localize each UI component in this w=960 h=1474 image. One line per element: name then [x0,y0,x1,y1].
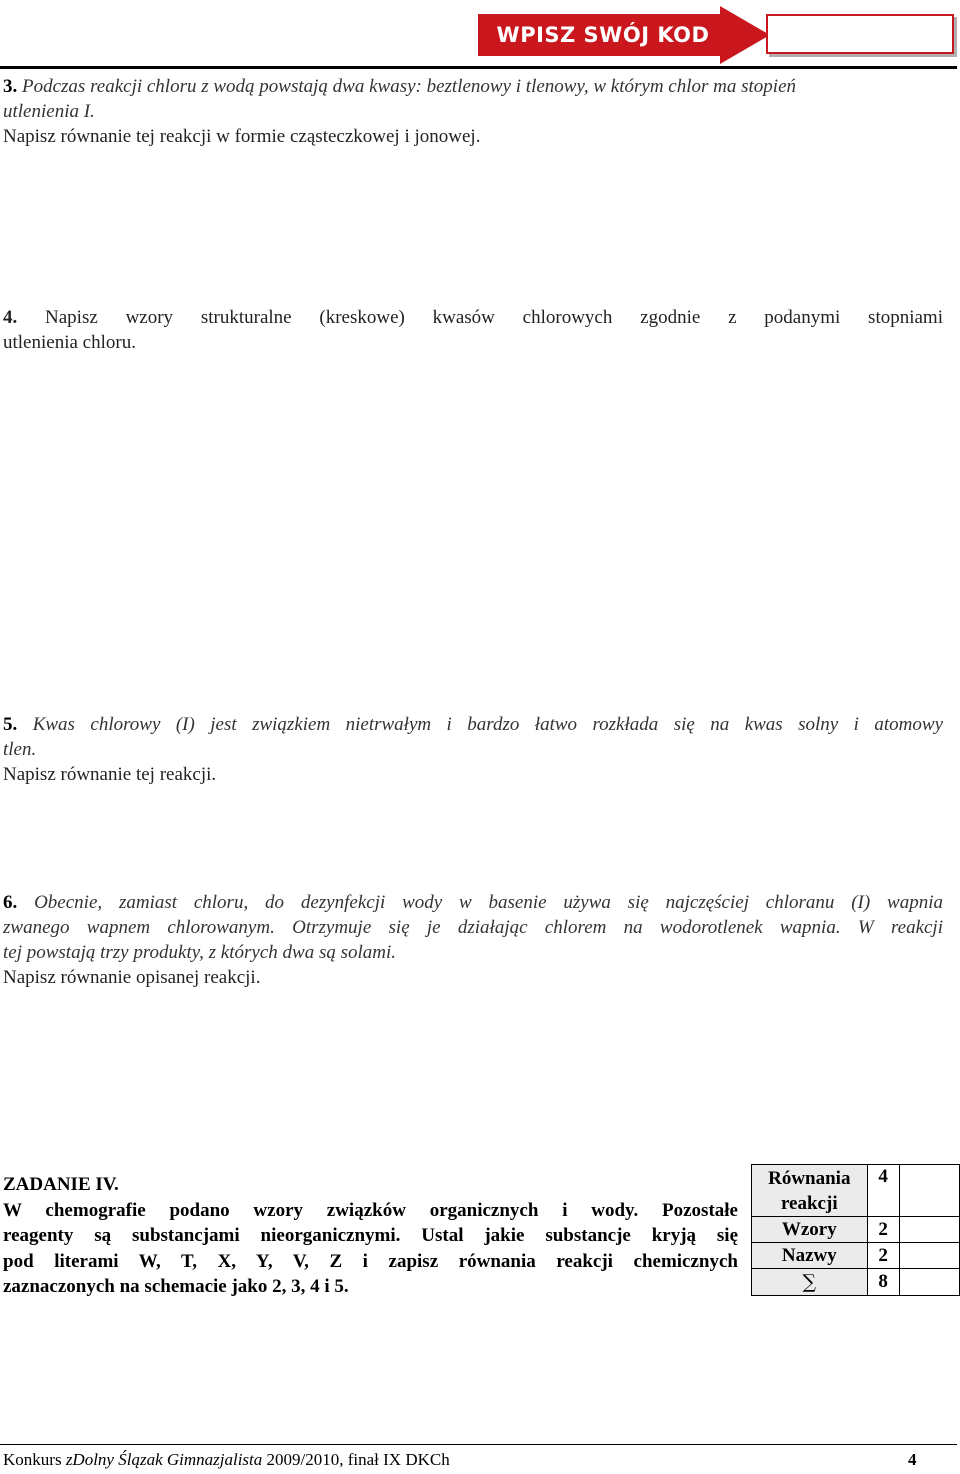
task-iv [3,1172,738,1300]
footer-contest-name: zDolny Ślązak Gimnazjalista [65,1450,263,1469]
score-points: 8 [867,1269,899,1296]
task-title: ZADANIE IV. [3,1174,119,1195]
question-text-cont: utlenienia chloru. [3,332,136,353]
question-text-cont: tej powstają trzy produkty, z których dwa są solami. [3,942,397,963]
question-task: Napisz równanie tej reakcji w formie cząsteczkowej i jonowej. [3,126,481,147]
task-line: zaznaczonych na schemacie jako 2, 3, 4 i 5. [3,1276,349,1297]
question-text: Napisz wzory strukturalne (kreskowe) kwasów chlorowych zgodnie z podanymi stopniami [45,307,943,328]
task-line: pod literami W, T, X, Y, V, Z i zapisz równania reakcji chemicznych [3,1250,738,1272]
question-6 [3,890,943,990]
score-row [752,1269,960,1296]
code-input-box[interactable] [766,14,954,54]
score-row [752,1243,960,1269]
question-text-cont: zwanego wapnem chlorowanym. Otrzymuje się je działając chlorem na wodorotlenek wapnia. W reakcji [3,917,943,938]
question-number: 3. [3,76,18,97]
score-points: 2 [867,1217,899,1243]
question-task: Napisz równanie opisanej reakcji. [3,967,261,988]
header-divider [0,66,957,69]
question-4 [3,305,943,355]
question-text: Obecnie, zamiast chloru, do dezynfekcji wody w basenie używa się najczęściej chloranu (I) wapnia [34,892,943,913]
score-points: 2 [867,1243,899,1269]
score-label: Równania reakcji [752,1165,868,1217]
task-line: W chemografie podano wzory związków organicznych i wody. Pozostałe [3,1199,738,1221]
score-earned[interactable] [899,1243,959,1269]
task-line: reagenty są substancjami nieorganicznymi. Ustal jakie substancje kryją się [3,1225,738,1246]
question-text-cont: tlen. [3,739,37,760]
question-3 [3,74,943,149]
sum-icon: ∑ [752,1269,868,1296]
score-row [752,1217,960,1243]
question-number: 5. [3,714,18,735]
footer-prefix: Konkurs [3,1450,66,1469]
question-text: Kwas chlorowy (I) jest związkiem nietrwałym i bardzo łatwo rozkłada się na kwas solny i atomowy [32,714,944,735]
score-points: 4 [867,1165,899,1217]
footer-text [3,1450,703,1470]
footer-divider [0,1444,957,1445]
question-5 [3,712,943,787]
score-table [751,1164,960,1296]
score-label: Nazwy [752,1243,868,1269]
code-label: WPISZ SWÓJ KOD [496,23,710,47]
score-earned[interactable] [899,1165,959,1217]
question-number: 6. [3,892,18,913]
score-earned[interactable] [899,1269,959,1296]
page-number: 4 [908,1450,917,1469]
question-task: Napisz równanie tej reakcji. [3,764,217,785]
question-text: Podczas reakcji chloru z wodą powstają dwa kwasy: beztlenowy i tlenowy, w którym chlor ma stopień [22,76,796,97]
question-number: 4. [3,307,18,328]
score-earned[interactable] [899,1217,959,1243]
score-label: Wzory [752,1217,868,1243]
score-row [752,1165,960,1217]
question-text-cont: utlenienia I. [3,101,95,122]
footer-suffix: 2009/2010, finał IX DKCh [262,1450,450,1469]
